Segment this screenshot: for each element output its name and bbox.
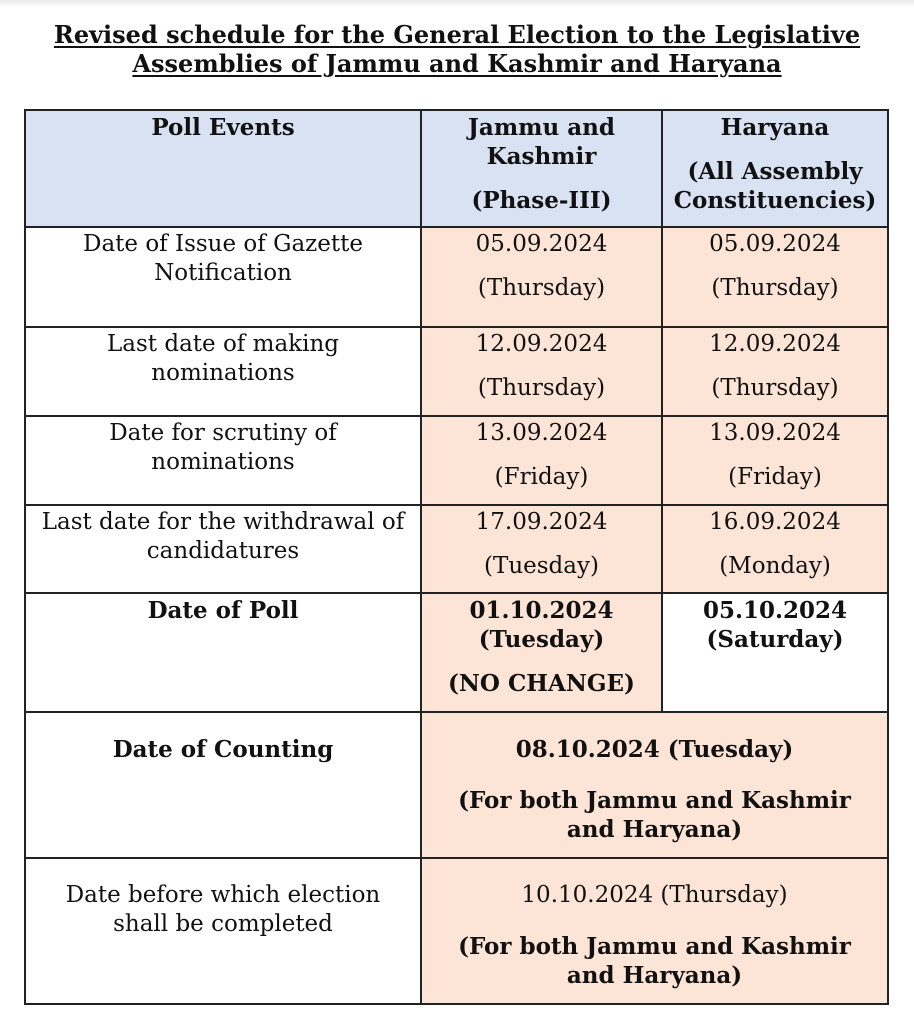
table-row <box>25 416 888 505</box>
table-row <box>25 505 888 593</box>
haryana-date-cell: 05.09.2024 (Thursday) <box>662 227 888 327</box>
jk-date-cell: 05.09.2024 (Thursday) <box>421 227 662 327</box>
cropped-top-edge <box>0 0 914 8</box>
haryana-poll-date-cell: 05.10.2024 (Saturday) <box>662 593 888 712</box>
header-poll-events: Poll Events <box>25 110 421 227</box>
header-haryana: Haryana (All Assembly Constituencies) <box>662 110 888 227</box>
haryana-date-cell: 13.09.2024 (Friday) <box>662 416 888 505</box>
haryana-date-cell: 12.09.2024 (Thursday) <box>662 327 888 416</box>
event-cell: Last date of making nominations <box>25 327 421 416</box>
completion-date-cell: 10.10.2024 (Thursday) (For both Jammu and Kashmir and Haryana) <box>421 858 888 1004</box>
event-cell: Date of Issue of Gazette Notification <box>25 227 421 327</box>
counting-date-cell: 08.10.2024 (Tuesday) (For both Jammu and Kashmir and Haryana) <box>421 712 888 858</box>
jk-date-cell: 12.09.2024 (Thursday) <box>421 327 662 416</box>
event-cell: Date before which election shall be completed <box>25 858 421 1004</box>
jk-date-cell: 17.09.2024 (Tuesday) <box>421 505 662 593</box>
event-cell: Date for scrutiny of nominations <box>25 416 421 505</box>
jk-date-cell: 13.09.2024 (Friday) <box>421 416 662 505</box>
event-cell: Date of Poll <box>25 593 421 712</box>
jk-poll-date-cell: 01.10.2024 (Tuesday) (NO CHANGE) <box>421 593 662 712</box>
haryana-date-cell: 16.09.2024 (Monday) <box>662 505 888 593</box>
title-line-2: Assemblies of Jammu and Kashmir and Haryana <box>132 49 782 78</box>
counting-date-row <box>25 712 888 858</box>
completion-date-row <box>25 858 888 1004</box>
title-line-1: Revised schedule for the General Election to the Legislative <box>53 20 861 49</box>
election-schedule-table <box>24 109 889 1005</box>
document-title <box>0 20 914 78</box>
table-row <box>25 227 888 327</box>
header-jammu-kashmir: Jammu and Kashmir (Phase-III) <box>421 110 662 227</box>
header-row <box>25 110 888 227</box>
no-change-note: (NO CHANGE) <box>448 670 635 697</box>
poll-date-row <box>25 593 888 712</box>
event-cell: Last date for the withdrawal of candidatures <box>25 505 421 593</box>
table-row <box>25 327 888 416</box>
event-cell: Date of Counting <box>25 712 421 858</box>
